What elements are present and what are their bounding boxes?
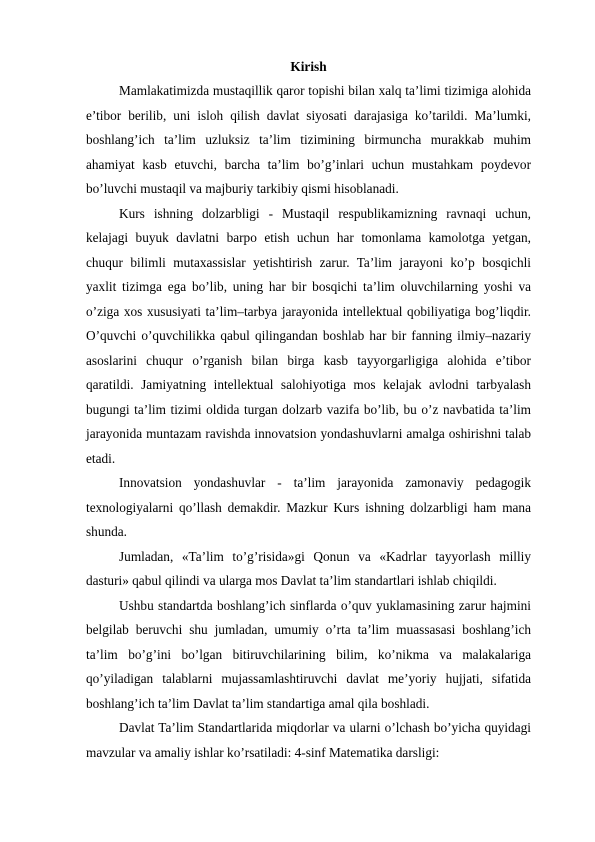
paragraph-standard: Ushbu standartda boshlang’ich sinflarda o’quv yuklamasining zarur hajmini belgilab beruvchi shu jumladan, umumiy o’rta ta’lim muassasasi boshlang’ich ta’lim bo’g’ini bo’lgan bitiruvchilarining bilim, ko’nikma va malakalariga qo’yiladigan talablarni mujassamlashtiruvchi davlat me’yoriy hujjati, sifatida boshlang’ich ta’lim Davlat ta’lim standartiga amal qila boshladi. [86, 597, 531, 711]
paragraph-relevance: Kurs ishning dolzarbligi - Mustaqil respublikamizning ravnaqi uchun, kelajagi buyuk davlatni barpo etish uchun har tomonlama kamolotga yetgan, chuqur bilimli mutaxassislar yetishtirish zarur. Ta’lim jarayoni ko’p bosqichli yaxlit tizimga ega bo’lib, uning har bir bosqichi ta’lim oluvchilarning yoshi va o’ziga xos xususiyati ta’lim–tarbya jarayonida intellektual qobiliyatiga bog’liqdir. O’quvchi o’quvchilikka qabul qilingandan boshlab har bir fanning ilmiy–nazariy asoslarini chuqur o’rganish bilan birga kasb tayyorgarligiga alohida e’tibor qaratildi. Jamiyatning intellektual salohiyotiga mos kelajak avlodni tarbyalash bugungi ta’lim tizimi oldida turgan dolzarb vazifa bo’lib, bu o’z navbatida ta’lim jarayonida muntazam ravishda innovatsion yondashuvlarni amalga oshirishni talab etadi. [86, 205, 531, 466]
paragraph-topics: Davlat Ta’lim Standartlarida miqdorlar va ularni o’lchash bo’yicha quyidagi mavzular va amaliy ishlar ko’rsatiladi: 4-sinf Matematika darsligi: [86, 720, 531, 760]
section-title: Kirish [290, 59, 327, 74]
document-page [86, 55, 531, 765]
paragraph-law: Jumladan, «Ta’lim to’g’risida»gi Qonun va «Kadrlar tayyorlash milliy dasturi» qabul qilindi va ularga mos Davlat ta’lim standartlari ishlab chiqildi. [86, 548, 531, 588]
paragraph-innovation: Innovatsion yondashuvlar - ta’lim jarayonida zamonaviy pedagogik texnologiyalarni qo’llash demakdir. Mazkur Kurs ishning dolzarbligi ham mana shunda. [86, 475, 531, 539]
paragraph-intro: Mamlakatimizda mustaqillik qaror topishi bilan xalq ta’limi tizimiga alohida e’tibor berilib, uni isloh qilish davlat siyosati darajasiga ko’tarildi. Ma’lumki, boshlang’ich ta’lim uzluksiz ta’lim tizimining birmuncha murakkab muhim ahamiyat kasb etuvchi, barcha ta’lim bo’g’inlari uchun mustahkam poydevor bo’luvchi mustaqil va majburiy tarkibiy qismi hisoblanadi. [86, 83, 531, 196]
